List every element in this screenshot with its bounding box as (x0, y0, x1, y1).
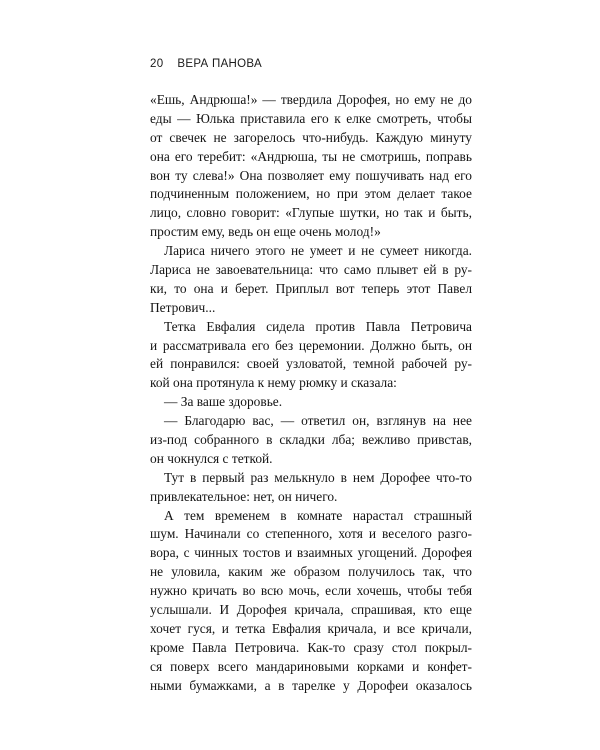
text-line: услышали. И Дорофея кричала, спрашивая, кто еще (150, 602, 472, 618)
text-line: не уловила, каким же образом получилось так, что (150, 564, 472, 580)
text-line: вора, с чинных тостов и взаимных угощений. Дорофея (150, 545, 472, 561)
text-line: от свечек не загорелось что-нибудь. Каждую минуту (150, 129, 472, 145)
running-head (150, 58, 262, 70)
text-line: ными бумажками, а в тарелке у Дорофеи оказалось (150, 677, 472, 693)
text-line: лицо, словно говорит: «Глупые шутки, но так и быть, (150, 205, 472, 221)
text-line: «Ешь, Андрюша!» — твердила Дорофея, но ему не до (150, 92, 472, 107)
text-line: она его теребит: «Андрюша, ты не смотришь, поправь (150, 148, 472, 164)
text-line: А тем временем в комнате нарастал страшный (164, 507, 472, 523)
text-line: ки, то она и берет. Приплыл вот теперь этот Павел (150, 280, 472, 296)
text-line: ся поверх всего мандариновыми корками и конфет- (150, 658, 472, 674)
text-line: простим ему, ведь он еще очень молод!» (150, 224, 381, 240)
body-text (150, 91, 472, 696)
text-line: привлекательное: нет, он ничего. (150, 488, 338, 504)
text-line: подчиненным положением, но при этом делает такое (150, 186, 472, 202)
text-line: из-под собранного в складки лба; вежливо привстав, (150, 432, 472, 448)
text-line: хочет гуся, и тетка Евфалия кричала, и все кричали, (150, 620, 472, 636)
text-line: кроме Павла Петровича. Как-то сразу стол покрыл- (150, 639, 472, 655)
text-line: Петрович... (150, 299, 216, 315)
text-line: еды — Юлька приставила его к елке смотреть, чтобы (150, 110, 472, 126)
text-line: Лариса не завоевательница: что само плывет ей в ру- (150, 262, 472, 278)
text-line: Лариса ничего этого не умеет и не сумеет никогда. (164, 243, 472, 259)
text-line: вон ту слева!» Она позволяет ему пошучивать над его (150, 167, 472, 183)
running-title: ВЕРА ПАНОВА (177, 58, 262, 70)
text-line: шум. Начинали со степенного, хотя и веселого разго- (150, 526, 472, 542)
text-line: — Благодарю вас, — ответил он, взглянув на нее (164, 413, 472, 429)
text-line: и рассматривала его без церемонии. Должно быть, он (150, 337, 472, 353)
text-line: нужно кричать во всю мочь, если хочешь, чтобы тебя (150, 583, 472, 599)
text-line: Тут в первый раз мелькнуло в нем Дорофее что-то (164, 469, 472, 485)
text-line: Тетка Евфалия сидела против Павла Петровича (164, 318, 472, 334)
text-line: — За ваше здоровье. (164, 394, 283, 410)
text-line: кой она протянула к нему рюмку и сказала: (150, 375, 397, 391)
text-line: ей понравился: своей узловатой, темной рабочей ру- (150, 356, 472, 372)
text-line: он чокнулся с теткой. (150, 450, 273, 466)
page-number: 20 (150, 58, 164, 70)
